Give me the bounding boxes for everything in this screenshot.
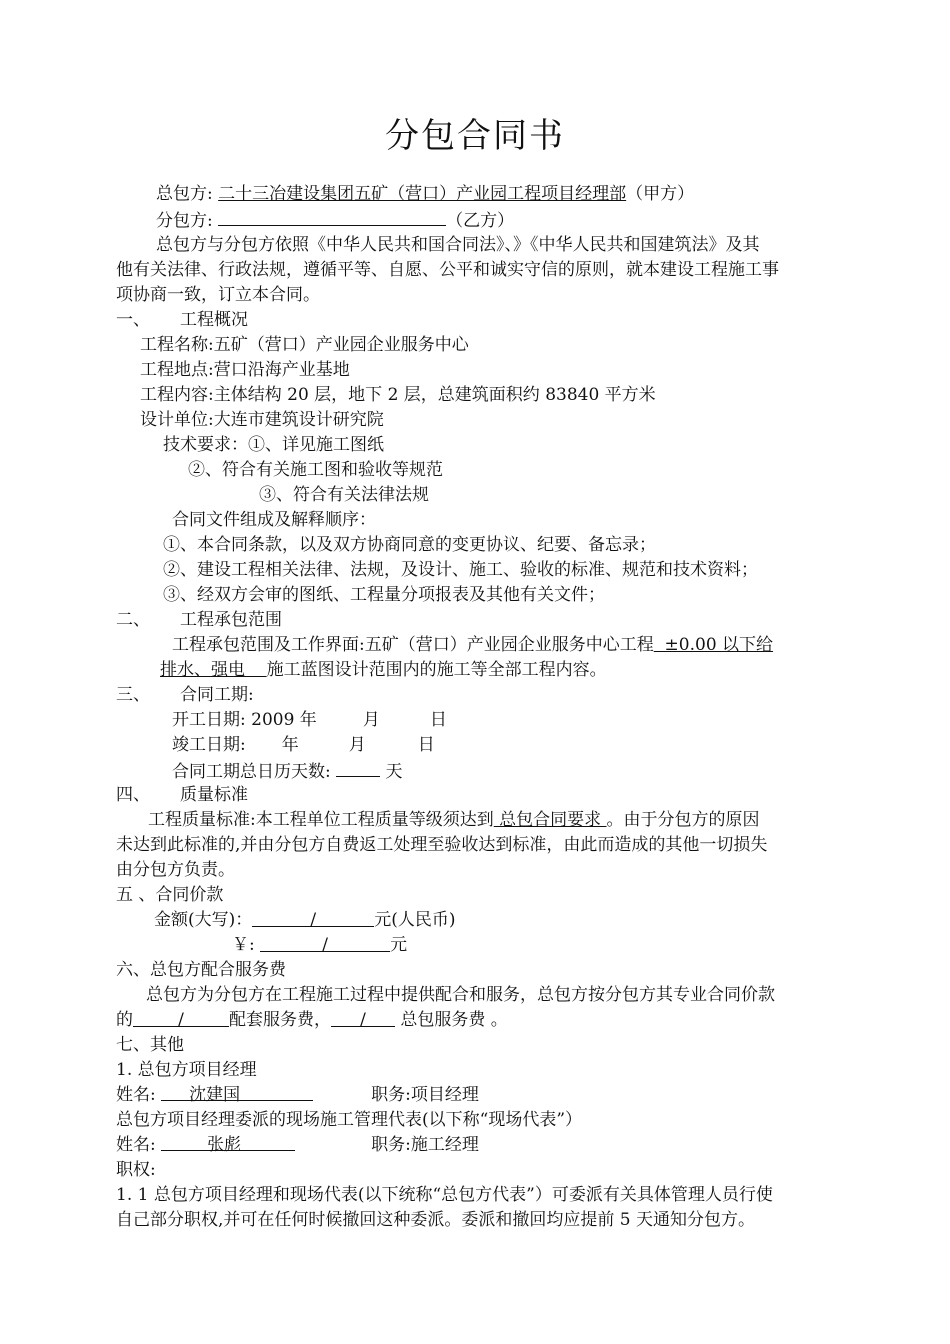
scope-underlined-2: 排水、强电 xyxy=(160,660,267,680)
project-manager-heading: 1. 总包方项目经理 xyxy=(116,1060,257,1080)
site-rep-name-field xyxy=(161,1133,295,1155)
contract-doc-3: ③、经双方会审的图纸、工程量分项报表及其他有关文件； xyxy=(163,585,605,605)
amount-words-unit: 元(人民币) xyxy=(374,910,456,930)
manager-duty: 项目经理 xyxy=(410,1085,479,1105)
authority-heading: 职权: xyxy=(116,1160,156,1180)
section-2-title: 工程承包范围 xyxy=(180,610,282,630)
service-fee-slash-1: / xyxy=(178,1010,184,1030)
section-5-heading: 五 、合同价款 xyxy=(116,885,224,905)
section-2-heading xyxy=(116,608,282,633)
clause-1-1-line-1: 1. 1 总包方项目经理和现场代表(以下统称“总包方代表”）可委派有关具体管理人员行使 xyxy=(116,1185,773,1205)
section-4-title: 质量标准 xyxy=(180,785,248,805)
scope-prefix: 工程承包范围及工作界面:五矿（营口）产业园企业服务中心工程 xyxy=(172,635,654,655)
site-rep-intro: 总包方项目经理委派的现场施工管理代表(以下称“现场代表”） xyxy=(116,1110,583,1130)
end-date-day: 日 xyxy=(417,735,435,755)
section-3-heading xyxy=(116,683,254,708)
site-rep-line xyxy=(116,1133,479,1158)
subcontractor-line xyxy=(156,207,514,234)
amount-yen-slash: / xyxy=(322,935,328,955)
general-contractor-name: 二十三冶建设集团五矿（营口）产业园工程项目经理部 xyxy=(218,184,627,204)
amount-words-line xyxy=(154,908,456,933)
total-days-line xyxy=(172,758,403,785)
end-date-label: 竣工日期: xyxy=(172,735,246,755)
amount-yen-label: ￥: xyxy=(232,935,255,955)
service-fee-blank-2 xyxy=(331,1008,395,1030)
scope-suffix: 施工蓝图设计范围内的施工等全部工程内容。 xyxy=(266,660,607,680)
subcontractor-label: 分包方: xyxy=(156,211,213,231)
start-date-label: 开工日期: xyxy=(172,710,246,730)
section-7-heading: 七、其他 xyxy=(116,1035,184,1055)
section-1-heading xyxy=(116,308,248,333)
contract-doc-2: ②、建设工程相关法律、法规，及设计、施工、验收的标准、规范和技术资料； xyxy=(163,560,758,580)
quality-line-1 xyxy=(148,808,760,833)
start-date-year: 2009 年 xyxy=(251,710,317,730)
general-contractor-label: 总包方: xyxy=(156,184,213,204)
tech-requirement-2: ②、符合有关施工图和验收等规范 xyxy=(188,460,443,480)
project-content: 工程内容:主体结构 20 层，地下 2 层，总建筑面积约 83840 平方米 xyxy=(140,385,656,405)
amount-words-label: 金额(大写)： xyxy=(154,910,253,930)
amount-yen-blank xyxy=(260,933,390,955)
section-4-number: 四、 xyxy=(116,785,150,805)
site-rep-name: 张彪 xyxy=(207,1135,242,1155)
subcontractor-name-blank xyxy=(218,207,446,226)
scope-line-2 xyxy=(160,658,607,683)
end-date-year: 年 xyxy=(281,735,299,755)
start-date-month: 月 xyxy=(362,710,380,730)
document-title: 分包合同书 xyxy=(385,116,565,156)
section-6-heading: 六、总包方配合服务费 xyxy=(116,960,286,980)
service-fee-slash-2: / xyxy=(360,1010,366,1030)
start-date-line xyxy=(172,708,447,733)
project-name: 工程名称:五矿（营口）产业园企业服务中心 xyxy=(140,335,469,355)
service-fee-line-2 xyxy=(116,1008,508,1033)
scope-underlined-1: ±0.00 以下给 xyxy=(653,635,774,655)
end-date-month: 月 xyxy=(348,735,366,755)
section-1-number: 一、 xyxy=(116,310,150,330)
design-unit: 设计单位:大连市建筑设计研究院 xyxy=(140,410,384,430)
section-3-title: 合同工期: xyxy=(180,685,254,705)
amount-yen-line xyxy=(232,933,407,958)
section-2-number: 二、 xyxy=(116,610,150,630)
site-rep-duty: 施工经理 xyxy=(410,1135,479,1155)
site-rep-duty-label: 职务: xyxy=(371,1135,411,1155)
quality-prefix: 工程质量标准:本工程单位工程质量等级须达到 xyxy=(148,810,494,830)
manager-name-field xyxy=(161,1083,313,1105)
section-4-heading xyxy=(116,783,248,808)
contract-doc-1: ①、本合同条款，以及双方协商同意的变更协议、纪要、备忘录； xyxy=(163,535,656,555)
amount-words-blank xyxy=(252,908,374,930)
general-contractor-line xyxy=(156,182,694,207)
intro-line-2: 他有关法律、行政法规，遵循平等、自愿、公平和诚实守信的原则，就本建设工程施工事 xyxy=(116,260,779,280)
manager-name-label: 姓名: xyxy=(116,1085,156,1105)
tech-requirement-3: ③、符合有关法律法规 xyxy=(259,485,429,505)
service-fee-suffix: 总包服务费 。 xyxy=(400,1010,508,1030)
tech-requirement-1: 技术要求：①、详见施工图纸 xyxy=(163,435,384,455)
total-days-blank xyxy=(336,758,380,777)
manager-name: 沈建国 xyxy=(189,1085,241,1105)
manager-line xyxy=(116,1083,479,1108)
manager-duty-label: 职务: xyxy=(371,1085,411,1105)
quality-line-2: 未达到此标准的,并由分包方自费返工处理至验收达到标准，由此而造成的其他一切损失 xyxy=(116,835,768,855)
quality-line-3: 由分包方负责。 xyxy=(116,860,235,880)
service-fee-line-1: 总包方为分包方在工程施工过程中提供配合和服务，总包方按分包方其专业合同价款 xyxy=(146,985,775,1005)
quality-standard-value: 总包合同要求 xyxy=(493,810,607,830)
intro-line-1: 总包方与分包方依照《中华人民共和国合同法》、》《中华人民共和国建筑法》及其 xyxy=(156,235,760,255)
project-location: 工程地点:营口沿海产业基地 xyxy=(140,360,350,380)
total-days-unit: 天 xyxy=(385,762,403,782)
section-1-title: 工程概况 xyxy=(180,310,248,330)
contract-docs-heading: 合同文件组成及解释顺序： xyxy=(172,510,376,530)
service-fee-blank-1 xyxy=(133,1008,229,1030)
scope-line-1 xyxy=(172,633,773,658)
total-days-label: 合同工期总日历天数: xyxy=(172,762,331,782)
service-fee-mid: 配套服务费， xyxy=(229,1010,331,1030)
start-date-day: 日 xyxy=(429,710,447,730)
general-contractor-role: （甲方） xyxy=(626,184,695,204)
end-date-line xyxy=(172,733,435,758)
clause-1-1-line-2: 自己部分职权,并可在任何时候撤回这种委派。委派和撤回均应提前 5 天通知分包方。 xyxy=(116,1210,756,1230)
intro-line-3: 项协商一致，订立本合同。 xyxy=(116,285,320,305)
quality-suffix: 。由于分包方的原因 xyxy=(606,810,760,830)
service-fee-prefix: 的 xyxy=(116,1010,133,1030)
section-3-number: 三、 xyxy=(116,685,150,705)
amount-words-slash: / xyxy=(310,910,317,930)
subcontractor-role: （乙方） xyxy=(446,211,515,231)
amount-yen-unit: 元 xyxy=(390,935,408,955)
site-rep-name-label: 姓名: xyxy=(116,1135,156,1155)
